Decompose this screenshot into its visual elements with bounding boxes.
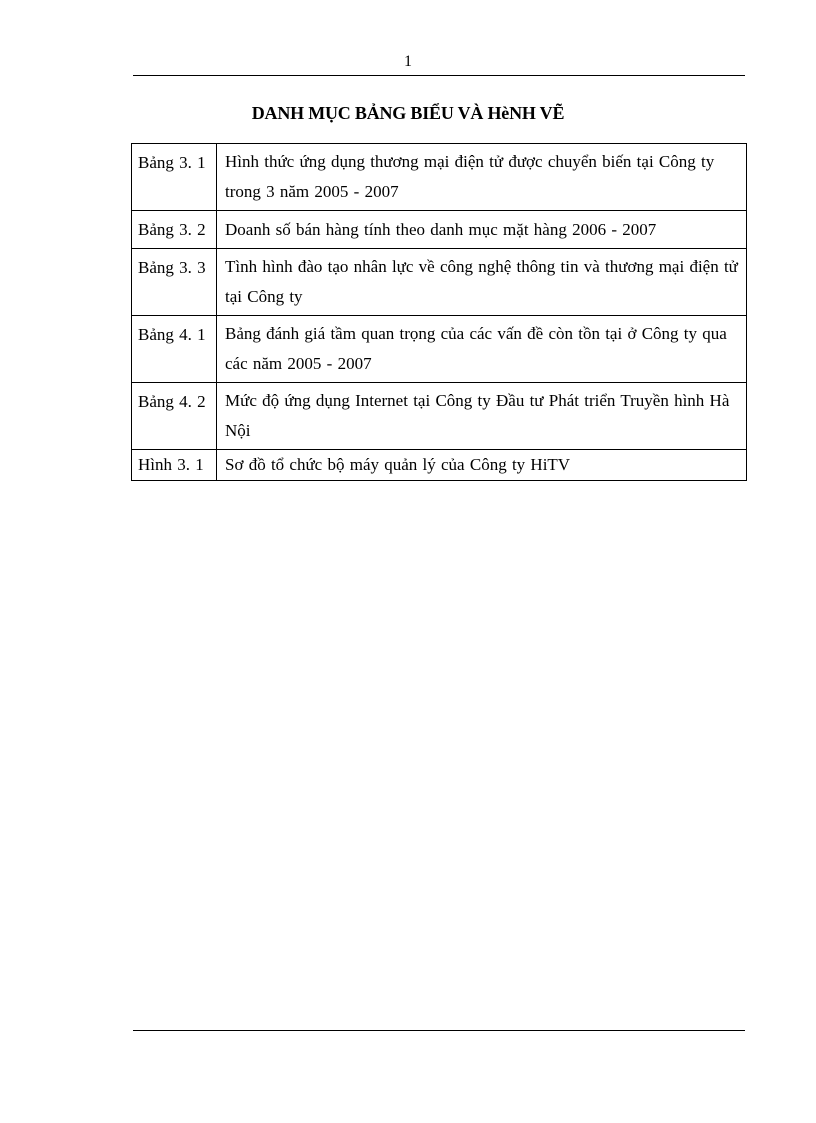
page-title: DANH MỤC BẢNG BIỂU VÀ HèNH VẼ bbox=[251, 103, 565, 123]
page-number: 1 bbox=[404, 53, 412, 70]
list-of-tables-and-figures bbox=[131, 143, 747, 481]
entry-label: Hình 3. 1 bbox=[132, 450, 217, 481]
entry-description: Tình hình đào tạo nhân lực về công nghệ thông tin và thương mại điện tử tại Công ty bbox=[217, 249, 747, 316]
table-row bbox=[132, 144, 747, 211]
entry-label: Bảng 4. 1 bbox=[132, 316, 217, 383]
table-row bbox=[132, 383, 747, 450]
footer-rule bbox=[133, 1030, 745, 1031]
entry-label: Bảng 3. 2 bbox=[132, 211, 217, 249]
header-rule bbox=[133, 75, 745, 76]
table-row bbox=[132, 316, 747, 383]
entry-label: Bảng 3. 3 bbox=[132, 249, 217, 316]
entry-label: Bảng 4. 2 bbox=[132, 383, 217, 450]
entry-label: Bảng 3. 1 bbox=[132, 144, 217, 211]
table-row bbox=[132, 450, 747, 481]
entry-description: Doanh số bán hàng tính theo danh mục mặt hàng 2006 - 2007 bbox=[217, 211, 747, 249]
entry-description: Hình thức ứng dụng thương mại điện tử được chuyển biến tại Công ty trong 3 năm 2005 - 2007 bbox=[217, 144, 747, 211]
entry-description: Sơ đồ tổ chức bộ máy quản lý của Công ty HiTV bbox=[217, 450, 747, 481]
entry-description: Mức độ ứng dụng Internet tại Công ty Đầu tư Phát triển Truyền hình Hà Nội bbox=[217, 383, 747, 450]
table-row bbox=[132, 211, 747, 249]
entry-description: Bảng đánh giá tầm quan trọng của các vấn đề còn tồn tại ở Công ty qua các năm 2005 - 2007 bbox=[217, 316, 747, 383]
table-row bbox=[132, 249, 747, 316]
